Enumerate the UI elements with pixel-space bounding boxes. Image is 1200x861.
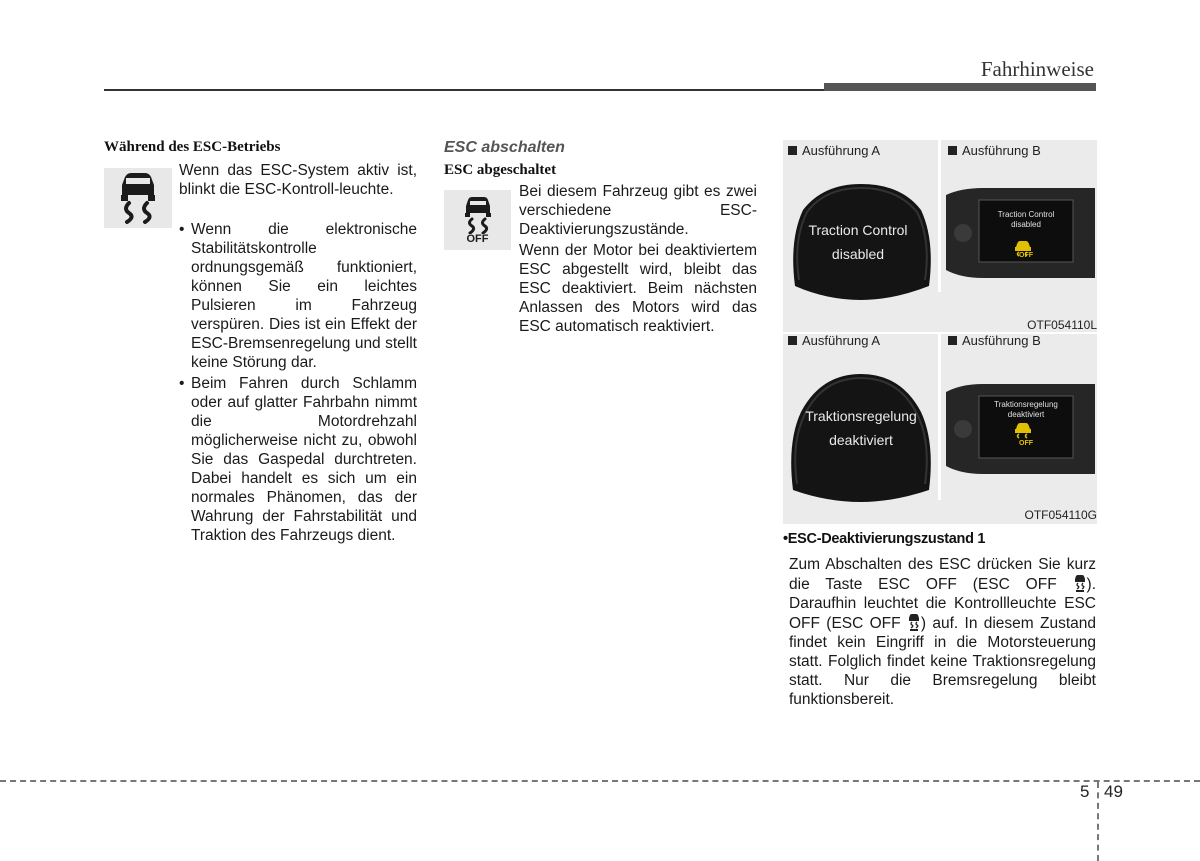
chapter-number: 5	[1080, 782, 1090, 801]
esc-off-inline-icon	[1073, 574, 1087, 592]
display-a-line-1: Traction Control	[808, 222, 908, 238]
display-b-line-1: Traction Control	[997, 210, 1055, 219]
left-bullet-2: • Beim Fahren durch Schlamm oder auf glatter Fahrbahn nimmt die Motordrehzahl möglicherweise nicht zu, obwohl Sie das Gaspedal durchtreten. Dabei handelt es sich um ein normales Phänomen, das der Wahrung der Fahrstabilität und Traktion des Fahrzeugs dient.	[179, 374, 417, 545]
middle-para-1: Bei diesem Fahrzeug gibt es zwei verschiedene ESC-Deaktivierungszustände.	[519, 183, 757, 238]
header-rule-accent	[824, 83, 1096, 91]
display-b-text-bottom	[979, 400, 1073, 420]
esc-off-icon-box	[444, 190, 511, 250]
esc-off-icon-label: OFF	[466, 232, 489, 245]
section-title: Fahrhinweise	[980, 57, 1094, 81]
figure-top-label-a: Ausführung A	[788, 143, 880, 158]
figure-bottom	[783, 332, 1097, 524]
display-b-text	[979, 210, 1073, 230]
figure-top	[783, 140, 1097, 332]
display-b-line-2: deaktiviert	[1007, 410, 1045, 419]
display-b-off-bottom: OFF	[1019, 440, 1033, 447]
left-intro: Wenn das ESC-System aktiv ist, blinkt die ESC-Kontroll-leuchte.	[179, 162, 417, 198]
figure-bottom-label-b: Ausführung B	[948, 333, 1041, 348]
left-heading: Während des ESC-Betriebs	[104, 139, 281, 155]
right-paragraph-part-1: Zum Abschalten des ESC drücken Sie kurz die Taste ESC OFF (ESC OFF	[789, 556, 1096, 593]
display-b-line-2: disabled	[1011, 220, 1041, 229]
right-paragraph-part-3: ) auf. In diesem Zustand findet kein Eingriff in die Motorsteuerung statt. Folglich findet keine Traktionsregelung statt. Nur die Bremsregelung bleibt funktionsbereit.	[789, 615, 1097, 708]
display-b-off: OFF	[1019, 252, 1033, 259]
esc-off-inline-icon	[907, 613, 921, 631]
right-bullet-heading: •ESC-Deaktivierungszustand 1	[783, 531, 986, 547]
display-a-text	[795, 218, 921, 266]
right-paragraph	[789, 555, 1096, 709]
middle-subheading: ESC abgeschaltet	[444, 162, 557, 178]
figure-top-label-b: Ausführung B	[948, 143, 1041, 158]
display-a-line-2: disabled	[831, 246, 885, 262]
display-a-line-1: Traktionsregelung	[805, 408, 917, 424]
esc-active-icon-box	[104, 168, 172, 228]
esc-skid-icon	[113, 171, 163, 225]
display-a-text-bottom	[791, 404, 931, 452]
footer-rule	[0, 780, 1200, 782]
right-paragraph-part-2: ). Daraufhin leuchtet die Kontrollleuchte ESC OFF (ESC OFF	[789, 576, 1096, 632]
footer-divider	[1097, 782, 1099, 861]
display-a-line-2: deaktiviert	[829, 432, 893, 448]
middle-section-heading: ESC abschalten	[444, 139, 565, 156]
figure-bottom-label-a: Ausführung A	[788, 333, 880, 348]
display-b-line-1: Traktionsregelung	[994, 400, 1058, 409]
page-number: 49	[1104, 782, 1123, 801]
figure-bottom-code: OTF054110G	[1024, 508, 1097, 522]
middle-para-2: Wenn der Motor bei deaktiviertem ESC abgestellt wird, bleibt das ESC deaktiviert. Beim nächsten Anlassen des Motors wird das ESC automatisch reaktiviert.	[519, 242, 757, 335]
left-bullet-1: • Wenn die elektronische Stabilitätskontrolle ordnungsgemäß funktioniert, können Sie ein leichtes Pulsieren im Fahrzeug verspüren. Dies ist ein Effekt der ESC-Bremsenregelung und stellt keine Störung dar.	[179, 220, 417, 372]
left-bullets	[179, 220, 417, 545]
figure-top-code: OTF054110L	[1027, 318, 1097, 332]
esc-off-icon	[460, 196, 496, 234]
